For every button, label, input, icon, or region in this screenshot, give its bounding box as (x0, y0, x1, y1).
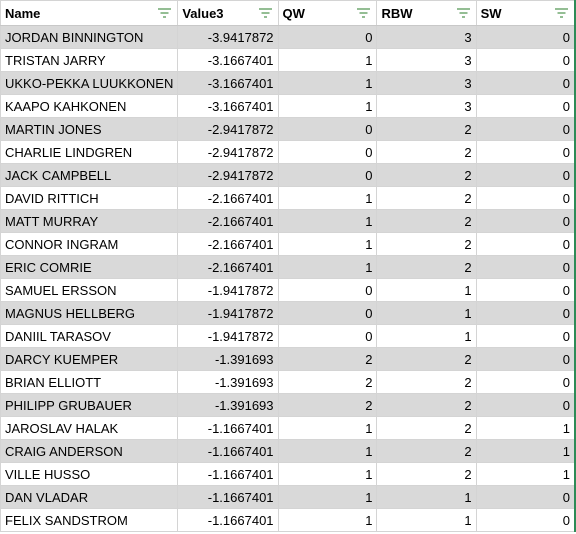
cell-name[interactable]: CHARLIE LINDGREN (1, 141, 178, 164)
column-header-name (1, 1, 178, 26)
column-header-value3 (178, 1, 278, 26)
cell-name[interactable]: VILLE HUSSO (1, 463, 178, 486)
cell-rbw[interactable]: 2 (377, 118, 476, 141)
cell-name[interactable]: PHILIPP GRUBAUER (1, 394, 178, 417)
cell-sw[interactable]: 0 (476, 302, 575, 325)
cell-name[interactable]: JORDAN BINNINGTON (1, 26, 178, 49)
cell-rbw[interactable]: 2 (377, 164, 476, 187)
column-header-label: QW (282, 5, 305, 21)
cell-sw[interactable]: 0 (476, 26, 575, 49)
cell-sw[interactable]: 0 (476, 141, 575, 164)
table-row[interactable] (1, 440, 576, 463)
cell-value3[interactable]: -3.1667401 (178, 72, 278, 95)
cell-rbw[interactable]: 2 (377, 417, 476, 440)
cell-sw[interactable]: 0 (476, 394, 575, 417)
cell-name[interactable]: ERIC COMRIE (1, 256, 178, 279)
cell-value3[interactable]: -1.391693 (178, 394, 278, 417)
table-row[interactable] (1, 371, 576, 394)
cell-sw[interactable]: 0 (476, 325, 575, 348)
cell-sw[interactable]: 0 (476, 187, 575, 210)
column-header-rbw (377, 1, 476, 26)
cell-sw[interactable]: 0 (476, 118, 575, 141)
cell-qw[interactable]: 1 (278, 509, 377, 532)
table-row[interactable] (1, 49, 576, 72)
cell-value3[interactable]: -3.9417872 (178, 26, 278, 49)
filter-icon[interactable] (158, 8, 171, 18)
cell-qw[interactable]: 0 (278, 164, 377, 187)
cell-rbw[interactable]: 1 (377, 509, 476, 532)
filter-icon[interactable] (555, 8, 568, 18)
table-row[interactable] (1, 118, 576, 141)
table-row[interactable] (1, 394, 576, 417)
cell-value3[interactable]: -2.9417872 (178, 118, 278, 141)
table-row[interactable] (1, 279, 576, 302)
cell-sw[interactable]: 0 (476, 348, 575, 371)
cell-sw[interactable]: 0 (476, 486, 575, 509)
cell-qw[interactable]: 1 (278, 210, 377, 233)
table-row[interactable] (1, 164, 576, 187)
table-row[interactable] (1, 256, 576, 279)
cell-qw[interactable]: 1 (278, 417, 377, 440)
cell-rbw[interactable]: 1 (377, 302, 476, 325)
cell-name[interactable]: CONNOR INGRAM (1, 233, 178, 256)
cell-sw[interactable]: 0 (476, 233, 575, 256)
table-row[interactable] (1, 463, 576, 486)
cell-rbw[interactable]: 2 (377, 256, 476, 279)
cell-name[interactable]: MARTIN JONES (1, 118, 178, 141)
cell-name[interactable]: JAROSLAV HALAK (1, 417, 178, 440)
table-row[interactable] (1, 95, 576, 118)
cell-rbw[interactable]: 2 (377, 394, 476, 417)
cell-rbw[interactable]: 2 (377, 141, 476, 164)
cell-name[interactable]: DAVID RITTICH (1, 187, 178, 210)
cell-sw[interactable]: 0 (476, 72, 575, 95)
cell-value3[interactable]: -1.1667401 (178, 486, 278, 509)
cell-name[interactable]: CRAIG ANDERSON (1, 440, 178, 463)
cell-sw[interactable]: 0 (476, 279, 575, 302)
cell-rbw[interactable]: 2 (377, 463, 476, 486)
column-header-qw (278, 1, 377, 26)
cell-value3[interactable]: -1.9417872 (178, 279, 278, 302)
cell-qw[interactable]: 0 (278, 118, 377, 141)
cell-value3[interactable]: -2.1667401 (178, 256, 278, 279)
cell-value3[interactable]: -2.1667401 (178, 233, 278, 256)
cell-value3[interactable]: -1.1667401 (178, 509, 278, 532)
cell-qw[interactable]: 2 (278, 371, 377, 394)
cell-qw[interactable]: 2 (278, 348, 377, 371)
cell-name[interactable]: UKKO-PEKKA LUUKKONEN (1, 72, 178, 95)
cell-rbw[interactable]: 1 (377, 279, 476, 302)
cell-value3[interactable]: -1.9417872 (178, 302, 278, 325)
cell-value3[interactable]: -2.9417872 (178, 141, 278, 164)
cell-rbw[interactable]: 2 (377, 187, 476, 210)
cell-qw[interactable]: 1 (278, 463, 377, 486)
table-row[interactable] (1, 417, 576, 440)
cell-sw[interactable]: 0 (476, 371, 575, 394)
table-row[interactable] (1, 509, 576, 532)
cell-value3[interactable]: -3.1667401 (178, 95, 278, 118)
cell-qw[interactable]: 1 (278, 256, 377, 279)
cell-name[interactable]: BRIAN ELLIOTT (1, 371, 178, 394)
column-header-sw (476, 1, 575, 26)
cell-rbw[interactable]: 1 (377, 325, 476, 348)
cell-name[interactable]: DAN VLADAR (1, 486, 178, 509)
table-row[interactable] (1, 233, 576, 256)
cell-sw[interactable]: 0 (476, 49, 575, 72)
cell-rbw[interactable]: 2 (377, 233, 476, 256)
column-header-label: RBW (381, 5, 413, 21)
table-row[interactable] (1, 486, 576, 509)
cell-qw[interactable]: 1 (278, 187, 377, 210)
cell-value3[interactable]: -2.1667401 (178, 187, 278, 210)
cell-name[interactable]: TRISTAN JARRY (1, 49, 178, 72)
table-row[interactable] (1, 302, 576, 325)
filter-icon[interactable] (457, 8, 470, 18)
cell-rbw[interactable]: 2 (377, 371, 476, 394)
cell-rbw[interactable]: 3 (377, 95, 476, 118)
cell-name[interactable]: SAMUEL ERSSON (1, 279, 178, 302)
cell-rbw[interactable]: 2 (377, 210, 476, 233)
cell-qw[interactable]: 2 (278, 394, 377, 417)
cell-value3[interactable]: -2.1667401 (178, 210, 278, 233)
cell-qw[interactable]: 0 (278, 141, 377, 164)
cell-sw[interactable]: 0 (476, 509, 575, 532)
cell-value3[interactable]: -1.391693 (178, 371, 278, 394)
cell-name[interactable]: MATT MURRAY (1, 210, 178, 233)
table-body (1, 26, 576, 532)
cell-rbw[interactable]: 2 (377, 440, 476, 463)
cell-value3[interactable]: -1.1667401 (178, 440, 278, 463)
table-row[interactable] (1, 141, 576, 164)
cell-qw[interactable]: 0 (278, 279, 377, 302)
cell-name[interactable]: DARCY KUEMPER (1, 348, 178, 371)
cell-name[interactable]: MAGNUS HELLBERG (1, 302, 178, 325)
table-row[interactable] (1, 187, 576, 210)
cell-name[interactable]: DANIIL TARASOV (1, 325, 178, 348)
cell-rbw[interactable]: 3 (377, 49, 476, 72)
cell-qw[interactable]: 0 (278, 302, 377, 325)
table-row[interactable] (1, 72, 576, 95)
column-header-label: Value3 (182, 5, 224, 21)
cell-sw[interactable]: 0 (476, 164, 575, 187)
cell-value3[interactable]: -2.9417872 (178, 164, 278, 187)
cell-qw[interactable]: 1 (278, 233, 377, 256)
cell-name[interactable]: JACK CAMPBELL (1, 164, 178, 187)
cell-name[interactable]: FELIX SANDSTROM (1, 509, 178, 532)
cell-qw[interactable]: 1 (278, 486, 377, 509)
cell-qw[interactable]: 1 (278, 95, 377, 118)
cell-qw[interactable]: 1 (278, 72, 377, 95)
header-row (1, 1, 576, 26)
table-row[interactable] (1, 210, 576, 233)
cell-value3[interactable]: -1.1667401 (178, 463, 278, 486)
cell-value3[interactable]: -3.1667401 (178, 49, 278, 72)
cell-value3[interactable]: -1.9417872 (178, 325, 278, 348)
filter-icon[interactable] (259, 8, 272, 18)
cell-sw[interactable]: 0 (476, 95, 575, 118)
cell-sw[interactable]: 1 (476, 463, 575, 486)
cell-name[interactable]: KAAPO KAHKONEN (1, 95, 178, 118)
cell-sw[interactable]: 0 (476, 256, 575, 279)
cell-qw[interactable]: 0 (278, 325, 377, 348)
cell-value3[interactable]: -1.1667401 (178, 417, 278, 440)
cell-sw[interactable]: 1 (476, 440, 575, 463)
cell-qw[interactable]: 1 (278, 49, 377, 72)
cell-rbw[interactable]: 1 (377, 486, 476, 509)
cell-qw[interactable]: 1 (278, 440, 377, 463)
table-row[interactable] (1, 325, 576, 348)
column-header-label: SW (480, 5, 502, 21)
filter-icon[interactable] (357, 8, 370, 18)
cell-qw[interactable]: 0 (278, 26, 377, 49)
cell-rbw[interactable]: 3 (377, 72, 476, 95)
cell-rbw[interactable]: 3 (377, 26, 476, 49)
table-row[interactable] (1, 26, 576, 49)
cell-value3[interactable]: -1.391693 (178, 348, 278, 371)
cell-rbw[interactable]: 2 (377, 348, 476, 371)
column-header-label: Name (5, 5, 41, 21)
cell-sw[interactable]: 0 (476, 210, 575, 233)
table-row[interactable] (1, 348, 576, 371)
cell-sw[interactable]: 1 (476, 417, 575, 440)
